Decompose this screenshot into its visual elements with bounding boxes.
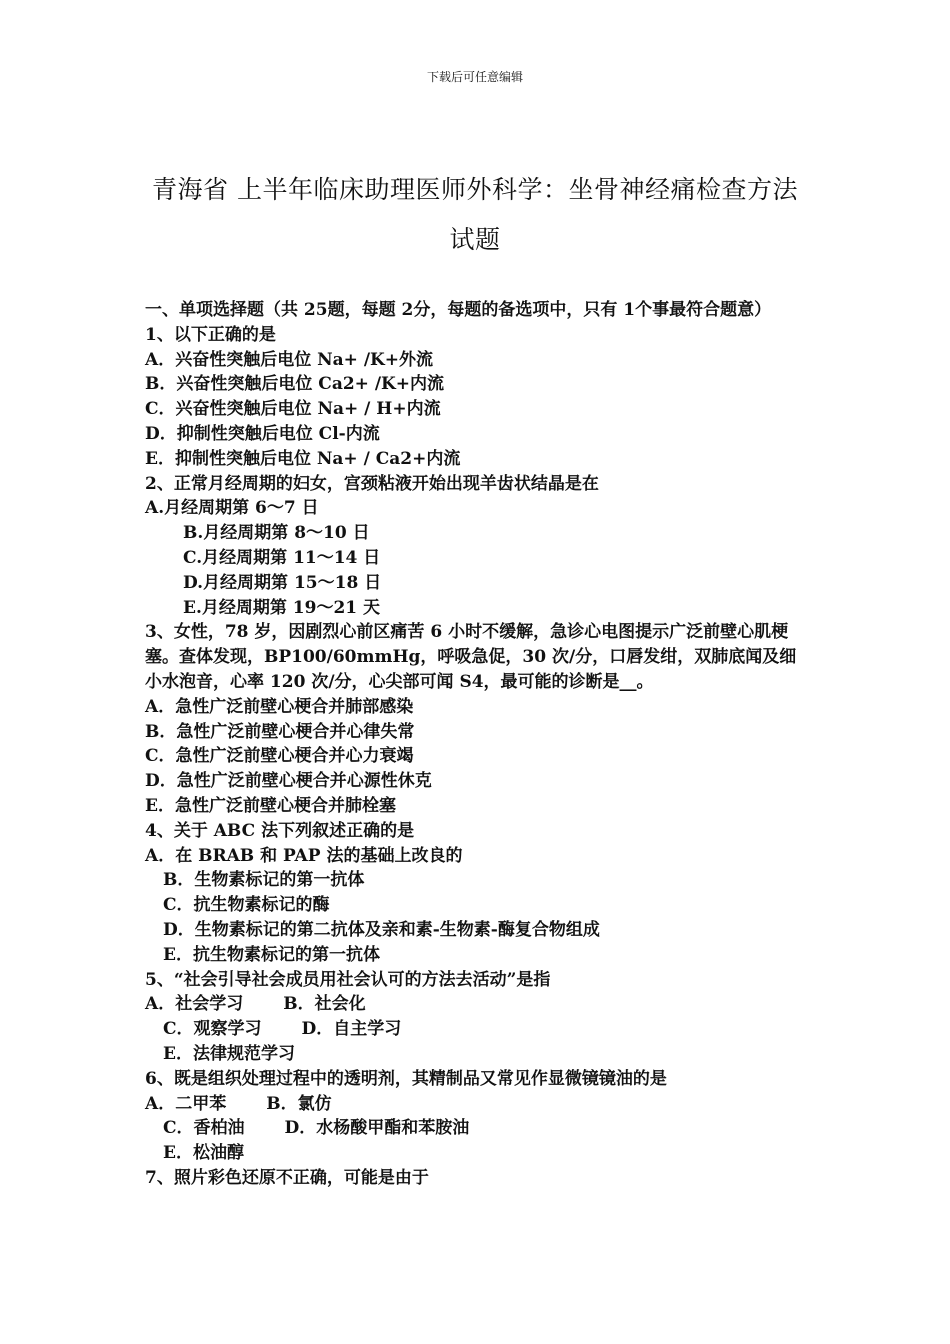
question-5-row-ab xyxy=(145,992,810,1017)
question-6-stem: 6、既是组织处理过程中的透明剂，其精制品又常见作显微镜镜油的是 xyxy=(145,1068,667,1089)
question-2-option-a: A.月经周期第 6～7 日 xyxy=(145,498,319,519)
question-3-stem: 3、女性，78 岁，因剧烈心前区痛苦 6 小时不缓解，急诊心电图提示广泛前壁心肌梗塞。查体发现，BP100/60mmHg，呼吸急促，30 次/分，口唇发绀，双肺底闻及细小水泡音，心率 120 次/分，心尖部可闻 S4，最可能的诊断是__。 xyxy=(145,622,797,692)
question-4-option-a: A．在 BRAB 和 PAP 法的基础上改良的 xyxy=(145,845,463,866)
question-5-option-a: A．社会学习 xyxy=(145,994,244,1015)
question-1-option-a: A．兴奋性突触后电位 Na+ /K+外流 xyxy=(145,349,434,370)
header-note: 下载后可任意编辑 xyxy=(426,70,523,84)
question-3-option-d: D．急性广泛前壁心梗合并心源性休克 xyxy=(145,771,432,792)
question-2-option-e: E.月经周期第 19～21 天 xyxy=(183,597,381,618)
question-1-stem: 1、以下正确的是 xyxy=(145,324,276,345)
document-body xyxy=(145,298,810,1191)
question-2-option-d: D.月经周期第 15～18 日 xyxy=(183,572,382,593)
question-2-option-b: B.月经周期第 8～10 日 xyxy=(183,523,370,544)
question-4-option-b: B．生物素标记的第一抗体 xyxy=(163,870,365,891)
question-1-option-d: D．抑制性突触后电位 Cl-内流 xyxy=(145,423,380,444)
question-6-option-d: D．水杨酸甲酯和苯胺油 xyxy=(284,1118,470,1139)
question-5-option-b: B．社会化 xyxy=(283,994,366,1015)
question-4-option-c: C．抗生物素标记的酶 xyxy=(163,895,330,916)
question-6-option-b: B．氯仿 xyxy=(266,1093,332,1114)
question-5-row-cd xyxy=(145,1017,810,1042)
section-heading: 一、单项选择题（共 25题，每题 2分，每题的备选项中，只有 1个事最符合题意） xyxy=(145,300,772,320)
question-3-option-e: E．急性广泛前壁心梗合并肺栓塞 xyxy=(145,795,396,816)
question-5-option-c: C．观察学习 xyxy=(163,1019,262,1040)
question-2-option-c: C.月经周期第 11～14 日 xyxy=(183,547,381,568)
document-title: 青海省 上半年临床助理医师外科学：坐骨神经痛检查方法试题 xyxy=(152,174,798,254)
question-7-stem: 7、照片彩色还原不正确，可能是由于 xyxy=(145,1167,429,1188)
question-1-option-e: E．抑制性突触后电位 Na+ / Ca2+内流 xyxy=(145,448,461,469)
question-3-option-a: A．急性广泛前壁心梗合并肺部感染 xyxy=(145,696,414,717)
question-6-row-ab xyxy=(145,1092,810,1117)
question-4-option-d: D．生物素标记的第二抗体及亲和素-生物素-酶复合物组成 xyxy=(163,919,600,940)
question-5-stem: 5、“社会引导社会成员用社会认可的方法去活动”是指 xyxy=(145,969,551,990)
question-6-option-a: A．二甲苯 xyxy=(145,1093,227,1114)
question-4-stem: 4、关于 ABC 法下列叙述正确的是 xyxy=(145,820,415,841)
question-1-option-b: B．兴奋性突触后电位 Ca2+ /K+内流 xyxy=(145,374,445,395)
question-2-stem: 2、正常月经周期的妇女，宫颈粘液开始出现羊齿状结晶是在 xyxy=(145,473,599,494)
question-1-option-c: C．兴奋性突触后电位 Na+ / H+内流 xyxy=(145,399,441,420)
question-3-option-b: B．急性广泛前壁心梗合并心律失常 xyxy=(145,721,415,742)
question-4-option-e: E．抗生物素标记的第一抗体 xyxy=(163,944,380,965)
question-6-row-cd xyxy=(145,1116,810,1141)
question-3-option-c: C．急性广泛前壁心梗合并心力衰竭 xyxy=(145,746,414,767)
question-5-option-e: E．法律规范学习 xyxy=(163,1043,295,1064)
question-6-option-c: C．香柏油 xyxy=(163,1118,245,1139)
question-6-option-e: E．松油醇 xyxy=(163,1143,244,1164)
question-5-option-d: D．自主学习 xyxy=(301,1019,402,1040)
